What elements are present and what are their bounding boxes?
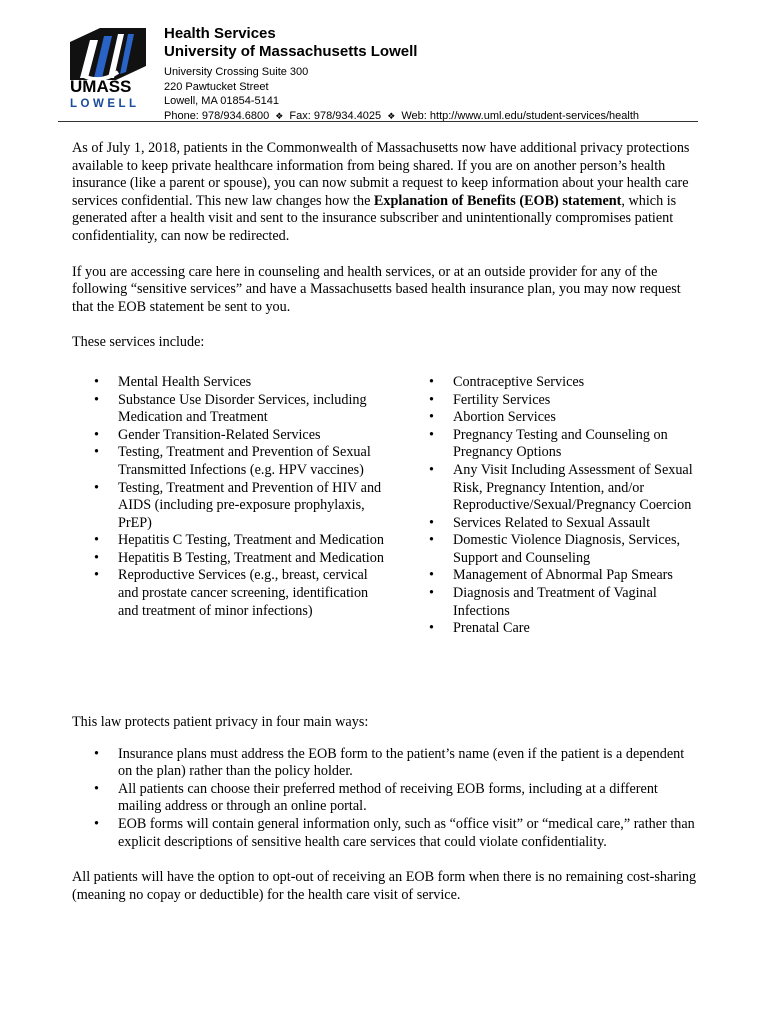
list-item: • Prenatal Care — [429, 620, 709, 638]
letterhead — [164, 25, 639, 123]
list-item: • All patients can choose their preferred method of receiving EOB forms, including at a different mailing address or through an online portal. — [94, 781, 700, 816]
ways-intro: This law protects patient privacy in four main ways: — [72, 713, 369, 730]
services-list-right — [429, 374, 709, 638]
university-name: University of Massachusetts Lowell — [164, 43, 418, 60]
list-item: • EOB forms will contain general information only, such as “office visit” or “medical care,” rather than explicit descriptions of sensitive health care services that could violate confidentiality. — [94, 816, 700, 851]
list-item: • Management of Abnormal Pap Smears — [429, 567, 709, 585]
logo-lowell-text: LOWELL — [70, 98, 140, 110]
intro-text-continued: , which is generated after a health visit and sent to the insurance subscriber and unintentionally compromises patient confidentiality, can now be redirected. — [72, 192, 677, 244]
header-divider — [58, 121, 698, 122]
separator-diamond-icon: ❖ — [387, 110, 396, 121]
services-intro: These services include: — [72, 334, 205, 351]
department-name: Health Services — [164, 25, 276, 42]
list-item: • Gender Transition-Related Services — [94, 427, 384, 445]
services-columns — [72, 374, 700, 714]
intro-bold-term: Explanation of Benefits (EOB) statement — [373, 192, 622, 209]
intro-paragraph — [72, 140, 700, 246]
services-list-left — [94, 374, 384, 620]
list-item: • Hepatitis C Testing, Treatment and Medication — [94, 532, 384, 550]
closing-paragraph: All patients will have the option to opt-out of receiving an EOB form when there is no remaining cost-sharing (meaning no copay or deductible) for the health care visit of service. — [72, 869, 697, 903]
list-item: • Any Visit Including Assessment of Sexual Risk, Pregnancy Intention, and/or Reproductive/Sexual/Pregnancy Coercion — [429, 462, 709, 515]
list-item: • Testing, Treatment and Prevention of Sexual Transmitted Infections (e.g. HPV vaccines) — [94, 444, 384, 479]
list-item: • Reproductive Services (e.g., breast, cervical and prostate cancer screening, identification and treatment of minor infections) — [94, 567, 384, 620]
list-item: • Abortion Services — [429, 409, 709, 427]
web-address: Web: http://www.uml.edu/student-services/health — [401, 109, 640, 122]
list-item: • Contraceptive Services — [429, 374, 709, 392]
list-item: • Diagnosis and Treatment of Vaginal Infections — [429, 585, 709, 620]
umass-u-mark-icon — [70, 28, 146, 80]
intro-text: As of July 1, 2018, patients in the Commonwealth of Massachusetts now have additional privacy protections available to keep private healthcare information from being shared. If you are on another person’s health insurance (like a parent or spouse), you can now submit a request to keep information about your health care services confidential. This new law changes how the — [72, 140, 690, 209]
address-line-3: Lowell, MA 01854-5141 — [164, 95, 279, 107]
list-item: • Mental Health Services — [94, 374, 384, 392]
list-item: • Testing, Treatment and Prevention of HIV and AIDS (including pre-exposure prophylaxis, PrEP) — [94, 480, 384, 533]
list-item: • Domestic Violence Diagnosis, Services, Support and Counseling — [429, 532, 709, 567]
list-item: • Pregnancy Testing and Counseling on Pregnancy Options — [429, 427, 709, 462]
list-item: • Insurance plans must address the EOB form to the patient’s name (even if the patient is a dependent on the plan) rather than the policy holder. — [94, 746, 700, 781]
address-block — [164, 65, 639, 123]
logo-umass-text: UMASS — [70, 77, 132, 96]
separator-diamond-icon: ❖ — [275, 110, 284, 121]
list-item: • Services Related to Sexual Assault — [429, 515, 709, 533]
list-item: • Fertility Services — [429, 392, 709, 410]
list-item: • Substance Use Disorder Services, including Medication and Treatment — [94, 392, 384, 427]
fax-number: Fax: 978/934.4025 — [289, 109, 382, 122]
address-line-2: 220 Pawtucket Street — [164, 80, 269, 93]
eligibility-paragraph: If you are accessing care here in counseling and health services, or at an outside provider for any of the following “sensitive services” and have a Massachusetts based health insurance plan, you may now request that the EOB statement be sent to you. — [72, 263, 681, 315]
privacy-ways-list — [94, 746, 700, 852]
list-item: • Hepatitis B Testing, Treatment and Medication — [94, 550, 384, 568]
address-line-1: University Crossing Suite 300 — [164, 66, 309, 78]
document-body — [72, 140, 700, 922]
phone-number: Phone: 978/934.6800 — [164, 109, 270, 122]
